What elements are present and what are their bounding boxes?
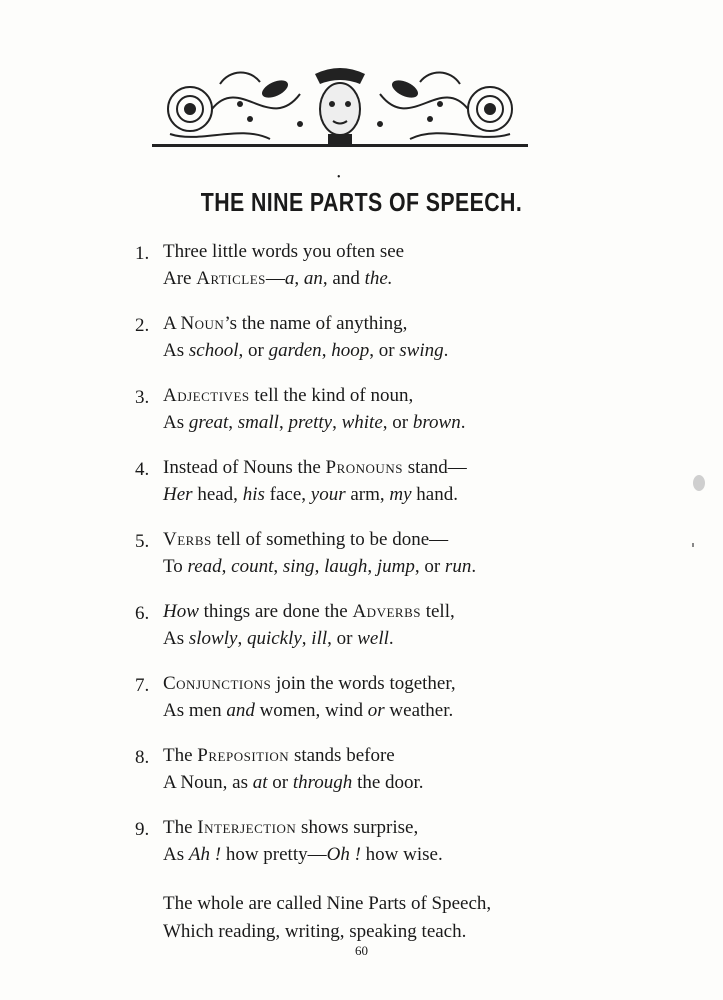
stanza-line-1 (163, 382, 413, 410)
italic-word: laugh (324, 556, 368, 577)
stanza-line-1 (163, 598, 455, 626)
text-segment: To (163, 556, 188, 577)
text-segment: the door. (352, 772, 424, 793)
small-caps-term: Adjectives (163, 385, 250, 406)
stanza-line-1 (163, 814, 418, 842)
text-segment: , (367, 556, 377, 577)
text-segment: tell, (420, 601, 455, 622)
text-segment: . (471, 556, 477, 577)
paper-speck (692, 543, 694, 547)
page-number: 60 (355, 943, 368, 958)
stanza-number: 5. (135, 531, 150, 552)
italic-word: count (231, 556, 274, 577)
stanza-1 (135, 243, 595, 315)
stanza-line-1 (163, 454, 467, 482)
text-segment: shows surprise, (296, 817, 419, 838)
text-segment: As (163, 412, 189, 433)
text-segment: , (301, 628, 312, 649)
stanza-line-1 (163, 238, 404, 266)
small-caps-term: Pronouns (325, 457, 403, 478)
text-segment: , or (414, 556, 445, 577)
text-segment: , or (382, 412, 413, 433)
stanza-number: 9. (135, 819, 150, 840)
closing-line-1: The whole are called Nine Parts of Speech, (163, 893, 492, 914)
italic-word: a (284, 268, 295, 289)
text-segment: or (267, 772, 293, 793)
closing-line-2: Which reading, writing, speaking teach. (163, 921, 467, 942)
text-segment: face, (264, 484, 311, 505)
italic-word: small (237, 412, 279, 433)
italic-word: well (357, 628, 389, 649)
text-segment: arm, (345, 484, 390, 505)
stanza-3 (135, 387, 595, 459)
stanza-5 (135, 531, 595, 603)
stanza-number: 3. (135, 387, 150, 408)
text-segment: , (332, 412, 342, 433)
text-segment: weather. (384, 700, 454, 721)
text-segment: head, (192, 484, 243, 505)
italic-word: the. (364, 268, 393, 289)
italic-word: at (252, 772, 268, 793)
stanza-number: 8. (135, 747, 150, 768)
text-segment: , or (369, 340, 400, 361)
text-segment: hand. (411, 484, 458, 505)
text-segment: , (278, 412, 289, 433)
stanza-line-1 (163, 742, 395, 770)
text-segment: , and (322, 268, 365, 289)
italic-word: sing (282, 556, 315, 577)
stanza-4 (135, 459, 595, 531)
text-segment: As men (163, 700, 227, 721)
stanza-line-1 (163, 670, 456, 698)
italic-word: ill (311, 628, 328, 649)
italic-word: an (303, 268, 323, 289)
text-segment: , (321, 340, 332, 361)
stanza-number: 4. (135, 459, 150, 480)
stanza-number: 6. (135, 603, 150, 624)
italic-word: brown (412, 412, 461, 433)
text-segment: things are done the (198, 601, 353, 622)
stanza-line-2 (163, 841, 443, 869)
small-caps-term: Noun (180, 313, 225, 334)
italic-word: garden (268, 340, 322, 361)
text-segment: ’s the name of anything, (224, 313, 408, 334)
italic-word: my (389, 484, 412, 505)
text-segment: , (228, 412, 238, 433)
italic-word: Oh ! (326, 844, 361, 865)
text-segment: stand— (402, 457, 467, 478)
text-segment: how wise. (360, 844, 443, 865)
text-segment: Are (163, 268, 197, 289)
italic-word: Ah ! (188, 844, 222, 865)
italic-word: and (226, 700, 255, 721)
italic-word: run (444, 556, 472, 577)
small-caps-term: Preposition (197, 745, 290, 766)
text-segment: women, wind (254, 700, 368, 721)
small-caps-term: Adverbs (352, 601, 421, 622)
text-segment: . (388, 628, 394, 649)
text-segment: A (163, 313, 181, 334)
text-segment: — (265, 268, 285, 289)
decorative-header-ornament (150, 64, 530, 154)
small-caps-term: Interjection (197, 817, 297, 838)
stanza-8 (135, 747, 595, 819)
text-segment: , (221, 556, 232, 577)
text-segment: The (163, 745, 198, 766)
text-segment: As (163, 628, 189, 649)
text-segment: The (163, 817, 198, 838)
italic-word: quickly (246, 628, 302, 649)
stanza-line-2 (163, 553, 476, 581)
ornament-graphic (150, 64, 530, 154)
text-segment: join the words together, (271, 673, 456, 694)
text-segment: , (237, 628, 247, 649)
stanza-line-2 (163, 481, 458, 509)
text-segment: tell of something to be done— (211, 529, 449, 550)
stanza-line-2 (163, 265, 393, 293)
stanza-number: 7. (135, 675, 150, 696)
italic-word: jump (376, 556, 415, 577)
italic-word: or (367, 700, 385, 721)
poem-stanzas (135, 243, 595, 891)
italic-word: his (242, 484, 265, 505)
italic-word: How (163, 601, 199, 622)
stanza-6 (135, 603, 595, 675)
text-segment: stands before (289, 745, 395, 766)
text-segment: , or (238, 340, 269, 361)
italic-word: swing (399, 340, 444, 361)
page-title: THE NINE PARTS OF SPEECH. (200, 187, 523, 217)
italic-word: your (310, 484, 346, 505)
small-caps-term: Articles (196, 268, 266, 289)
stanza-line-2 (163, 625, 394, 653)
stanza-7 (135, 675, 595, 747)
text-segment: A Noun, as (163, 772, 253, 793)
italic-word: Her (163, 484, 193, 505)
paper-stain (693, 475, 705, 491)
text-segment: , (314, 556, 325, 577)
italic-word: pretty (288, 412, 333, 433)
text-segment: , (273, 556, 283, 577)
stanza-line-2 (163, 409, 465, 437)
text-segment: Three little words you often see (163, 241, 405, 262)
stanza-9 (135, 819, 595, 891)
text-segment: As (163, 340, 189, 361)
closing-couplet (163, 890, 491, 946)
text-segment: . (443, 340, 449, 361)
italic-word: white (341, 412, 383, 433)
italic-word: school (188, 340, 239, 361)
stanza-line-2 (163, 697, 453, 725)
stanza-number: 2. (135, 315, 150, 336)
text-segment: , or (327, 628, 358, 649)
small-caps-term: Verbs (163, 529, 212, 550)
text-segment: how pretty— (221, 844, 327, 865)
stanza-line-2 (163, 769, 424, 797)
italic-word: through (292, 772, 353, 793)
text-segment: tell the kind of noun, (249, 385, 414, 406)
text-segment: . (460, 412, 466, 433)
italic-word: slowly (188, 628, 238, 649)
italic-word: read (187, 556, 222, 577)
text-segment: Instead of Nouns the (163, 457, 326, 478)
small-caps-term: Conjunctions (163, 673, 272, 694)
stanza-line-1 (163, 310, 407, 338)
italic-word: hoop (331, 340, 370, 361)
top-mark: • (337, 172, 341, 183)
stanza-number: 1. (135, 243, 150, 264)
text-segment: , (294, 268, 304, 289)
stanza-2 (135, 315, 595, 387)
stanza-line-2 (163, 337, 448, 365)
stanza-line-1 (163, 526, 448, 554)
text-segment: As (163, 844, 189, 865)
italic-word: great (188, 412, 229, 433)
